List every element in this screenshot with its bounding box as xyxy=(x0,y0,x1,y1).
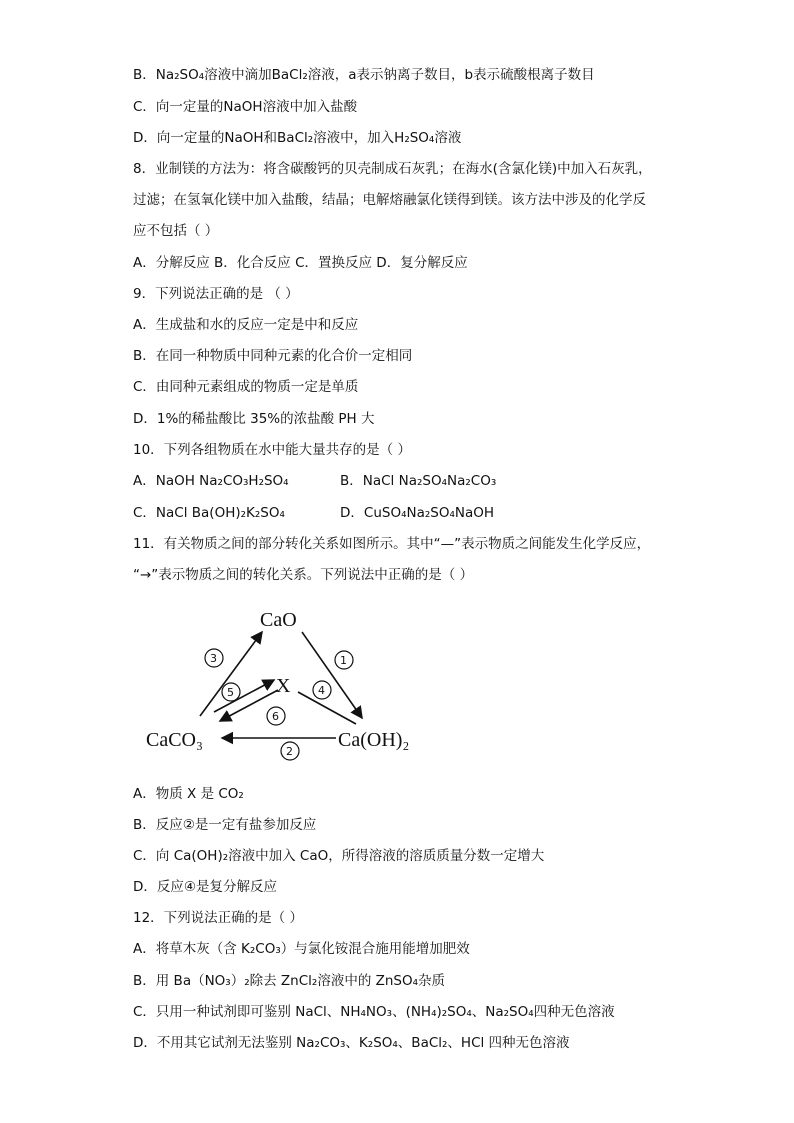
node-cao: CaO xyxy=(260,609,297,631)
text-line: A．物质 X 是 CO₂ xyxy=(133,786,244,802)
label-6 xyxy=(267,707,285,725)
text-line: A．NaOH Na₂CO₃H₂SO₄ xyxy=(133,473,289,489)
text-line: 8．业制镁的方法为：将含碳酸钙的贝壳制成石灰乳；在海水(含氯化镁)中加入石灰乳， xyxy=(133,161,652,177)
svg-text:2: 2 xyxy=(286,745,293,758)
text-line: C．只用一种试剂即可鉴别 NaCl、NH₄NO₃、(NH₄)₂SO₄、Na₂SO₄四种无色溶液 xyxy=(133,1004,615,1020)
node-x: X xyxy=(276,675,291,697)
label-5 xyxy=(222,683,240,701)
label-3 xyxy=(205,649,223,667)
arrow-1 xyxy=(302,632,362,718)
text-line: D．不用其它试剂无法鉴别 Na₂CO₃、K₂SO₄、BaCl₂、HCl 四种无色溶液 xyxy=(133,1035,570,1051)
text-line: A．分解反应 B．化合反应 C．置换反应 D．复分解反应 xyxy=(133,255,468,271)
text-line: 12．下列说法正确的是（ ） xyxy=(133,910,303,926)
text-line: D．向一定量的NaOH和BaCl₂溶液中，加入H₂SO₄溶液 xyxy=(133,130,462,146)
text-line: “→”表示物质之间的转化关系。下列说法中正确的是（ ） xyxy=(133,567,474,583)
node-caco3: CaCO₃ xyxy=(146,729,203,751)
text-line: B．反应②是一定有盐参加反应 xyxy=(133,817,317,833)
text-line: C．NaCl Ba(OH)₂K₂SO₄ xyxy=(133,505,285,521)
svg-text:4: 4 xyxy=(318,684,325,697)
text-line: D．CuSO₄Na₂SO₄NaOH xyxy=(340,505,495,521)
conversion-diagram xyxy=(140,600,410,770)
text-line: C．由同种元素组成的物质一定是单质 xyxy=(133,379,359,395)
text-line: B．用 Ba（NO₃）₂除去 ZnCl₂溶液中的 ZnSO₄杂质 xyxy=(133,973,446,989)
svg-text:5: 5 xyxy=(227,686,234,699)
text-line: A．生成盐和水的反应一定是中和反应 xyxy=(133,317,359,333)
text-line: C．向一定量的NaOH溶液中加入盐酸 xyxy=(133,99,358,115)
label-4 xyxy=(313,681,331,699)
svg-text:3: 3 xyxy=(210,652,217,665)
label-1 xyxy=(335,651,353,669)
text-line: 9．下列说法正确的是 （ ） xyxy=(133,286,299,302)
text-line: B．在同一种物质中同种元素的化合价一定相同 xyxy=(133,348,413,364)
text-line: 应不包括（ ） xyxy=(133,223,219,239)
text-line: A．将草木灰（含 K₂CO₃）与氯化铵混合施用能增加肥效 xyxy=(133,941,470,957)
text-line: B．NaCl Na₂SO₄Na₂CO₃ xyxy=(340,473,497,489)
text-line: D．1%的稀盐酸比 35%的浓盐酸 PH 大 xyxy=(133,411,375,427)
text-line: 11．有关物质之间的部分转化关系如图所示。其中“—”表示物质之间能发生化学反应， xyxy=(133,536,651,552)
svg-text:1: 1 xyxy=(340,654,347,667)
svg-text:6: 6 xyxy=(272,710,279,723)
text-line: D．反应④是复分解反应 xyxy=(133,879,277,895)
reaction-diagram-svg xyxy=(140,600,410,770)
node-caoh2: Ca(OH)₂ xyxy=(338,729,410,751)
label-2 xyxy=(281,742,299,760)
text-line: C．向 Ca(OH)₂溶液中加入 CaO，所得溶液的溶质质量分数一定增大 xyxy=(133,848,545,864)
text-line: B．Na₂SO₄溶液中滴加BaCl₂溶液，a表示钠离子数目，b表示硫酸根离子数目 xyxy=(133,67,595,83)
text-line: 过滤；在氢氧化镁中加入盐酸，结晶；电解熔融氯化镁得到镁。该方法中涉及的化学反 xyxy=(133,192,646,208)
text-line: 10．下列各组物质在水中能大量共存的是（ ） xyxy=(133,442,411,458)
